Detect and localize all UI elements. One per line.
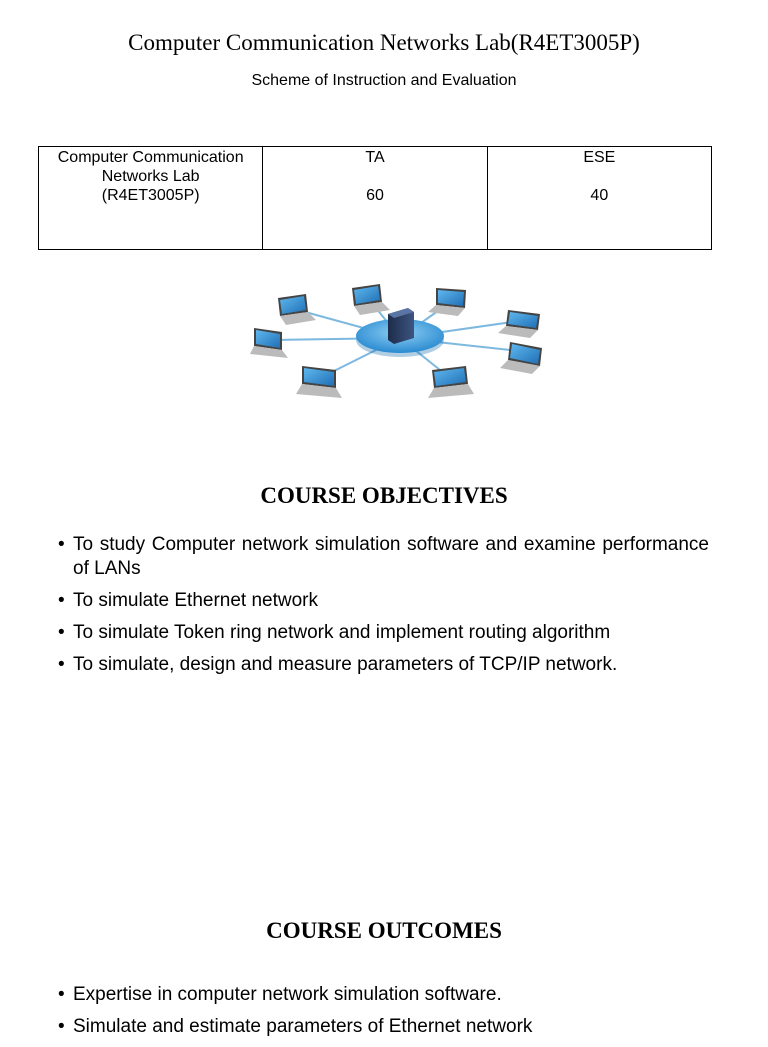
course-name-line: Computer Communication: [57, 149, 244, 166]
bullet-icon: •: [58, 534, 65, 555]
objectives-heading: COURSE OBJECTIVES: [260, 483, 508, 508]
objective-text: To simulate, design and measure parameters of TCP/IP network.: [73, 654, 618, 675]
course-name-line: Networks Lab: [101, 168, 200, 185]
objectives-list: [58, 533, 709, 685]
outcomes-heading: COURSE OUTCOMES: [266, 918, 502, 943]
bullet-icon: •: [58, 654, 65, 675]
ta-cell: [263, 147, 487, 250]
ese-heading: ESE: [583, 149, 616, 166]
ese-value: 40: [590, 187, 609, 204]
scheme-subtitle: Scheme of Instruction and Evaluation: [251, 72, 517, 89]
ese-cell: [487, 147, 711, 250]
laptop-icon: [428, 288, 466, 316]
laptop-icon: [428, 366, 474, 398]
objective-text: To simulate Token ring network and implement routing algorithm: [73, 622, 611, 643]
ta-heading: TA: [365, 149, 385, 166]
objective-text: To simulate Ethernet network: [73, 590, 319, 611]
list-item: [58, 653, 709, 677]
course-cell: [39, 147, 263, 250]
laptop-icon: [352, 284, 390, 315]
laptop-icon: [250, 328, 288, 358]
laptop-icon: [296, 366, 342, 398]
list-item: [58, 983, 709, 1007]
bullet-icon: •: [58, 590, 65, 611]
bullet-icon: •: [58, 622, 65, 643]
page-title: Computer Communication Networks Lab(R4ET3005P): [128, 30, 640, 55]
bullet-icon: •: [58, 984, 65, 1005]
table-row: [39, 147, 712, 250]
laptop-icon: [278, 294, 316, 325]
objective-text: To study Computer network simulation software and examine performance of LANs: [73, 534, 709, 579]
outcome-text: Expertise in computer network simulation software.: [73, 984, 502, 1005]
scheme-table: [38, 146, 712, 250]
list-item: [58, 621, 709, 645]
list-item: [58, 589, 709, 613]
laptop-icon: [500, 342, 542, 374]
outcomes-list: [58, 983, 709, 1047]
list-item: [58, 1015, 709, 1039]
course-code-line: (R4ET3005P): [101, 187, 200, 204]
ta-value: 60: [366, 187, 384, 204]
server-icon: [388, 308, 414, 344]
list-item: [58, 533, 709, 581]
computer-network-icon: [228, 280, 568, 415]
outcome-text: Simulate and estimate parameters of Ethernet network: [73, 1016, 533, 1037]
bullet-icon: •: [58, 1016, 65, 1037]
